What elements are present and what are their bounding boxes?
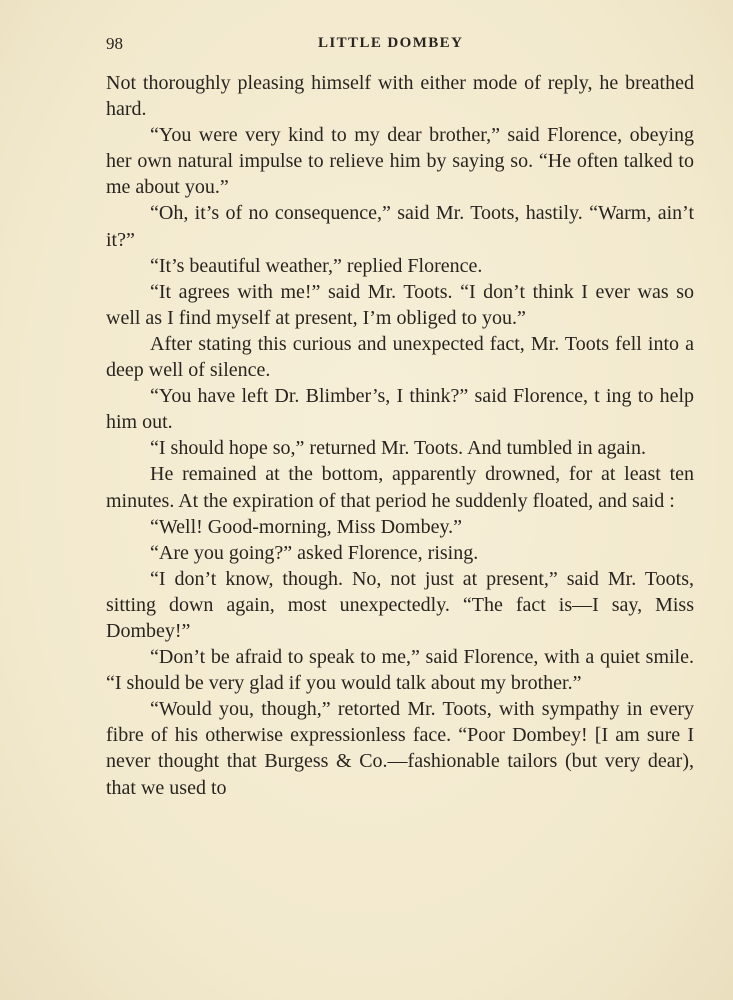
paragraph: “Don’t be afraid to speak to me,” said Florence, with a quiet smile. “I should be very glad if you would talk about my brother.” (106, 646, 694, 695)
page-header (106, 34, 694, 56)
page-number: 98 (106, 34, 123, 53)
paragraph: “I should hope so,” returned Mr. Toots. And tumbled in again. (150, 437, 646, 460)
paragraph: “Would you, though,” retorted Mr. Toots, with sympathy in every fibre of his otherwise expressionless face. “Poor Dombey! [I am sure I never thought that Burgess & Co.—fashionable tailors (but very dear), that we used to (106, 698, 694, 799)
paragraph: “It’s beautiful weather,” replied Florence. (150, 254, 483, 277)
paragraph: “It agrees with me!” said Mr. Toots. “I don’t think I ever was so well as I find myself at present, I’m obliged to you.” (106, 280, 694, 329)
paragraph: “Are you going?” asked Florence, rising. (150, 541, 479, 564)
paragraph: Not thoroughly pleasing himself with either mode of reply, he breathed hard. (106, 72, 694, 121)
paragraph: “Well! Good-morning, Miss Dombey.” (150, 515, 463, 538)
paragraph: After stating this curious and unexpected fact, Mr. Toots fell into a deep well of silence. (106, 332, 694, 382)
running-title: LITTLE DOMBEY (318, 35, 464, 51)
paragraph: “I don’t know, though. No, not just at present,” said Mr. Toots, sitting down again, most unexpectedly. “The fact is—I say, Miss Dombey!” (106, 567, 694, 642)
paragraph: “Oh, it’s of no consequence,” said Mr. Toots, hastily. “Warm, ain’t it?” (106, 202, 694, 251)
paragraph: “You were very kind to my dear brother,” said Florence, obeying her own natural impulse to relieve him by saying so. “He often talked to me about you.” (106, 124, 694, 199)
paragraph: He remained at the bottom, apparently drowned, for at least ten minutes. At the expiration of that period he suddenly floated, and said : (106, 463, 694, 512)
paragraph: “You have left Dr. Blimber’s, I think?” said Florence, t ing to help him out. (106, 385, 694, 434)
body-text (106, 70, 694, 801)
